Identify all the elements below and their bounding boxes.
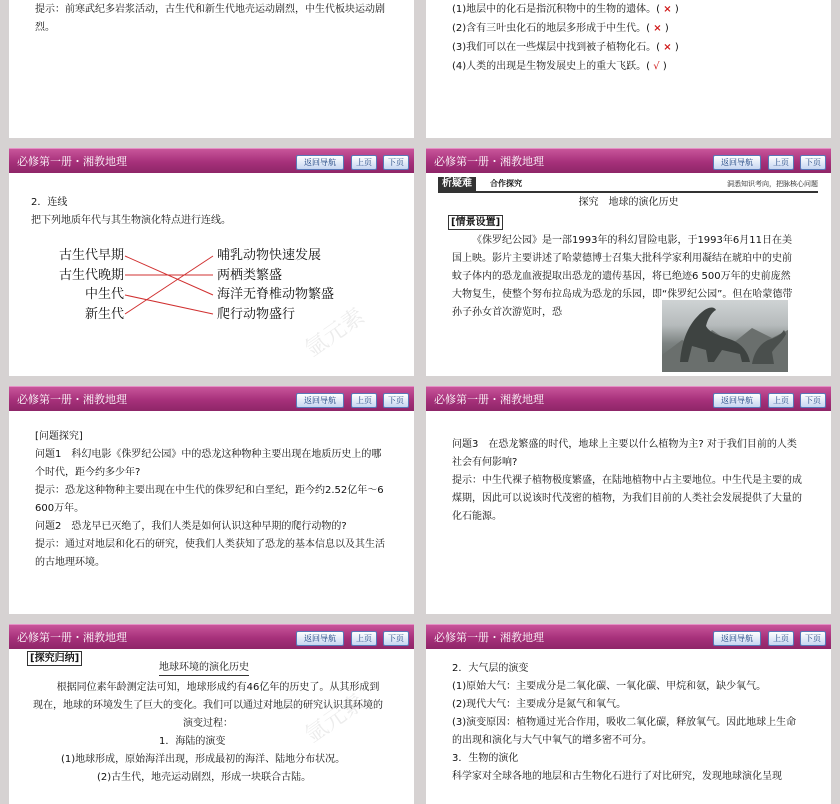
question-block bbox=[452, 436, 802, 526]
right-item: 爬行动物盛行 bbox=[217, 306, 296, 322]
summary-tag-label: [探究归纳] bbox=[27, 651, 82, 666]
back-to-nav-button[interactable]: 返回导航 bbox=[713, 393, 761, 408]
judgment-item bbox=[452, 19, 812, 38]
slide-6 bbox=[426, 386, 831, 614]
section-badge-sub: 合作探究 bbox=[490, 179, 522, 188]
left-item: 古生代晚期 bbox=[59, 267, 125, 283]
summary-line: (2)古生代，地壳运动剧烈，形成一块联合古陆。 bbox=[97, 772, 312, 783]
section-heading: 2．连线 bbox=[31, 197, 68, 208]
right-item: 海洋无脊椎动物繁盛 bbox=[217, 287, 335, 302]
next-page-button[interactable]: 下页 bbox=[800, 631, 826, 646]
slide-header bbox=[9, 148, 414, 173]
scenario-paragraph: 《侏罗纪公园》是一部1993年的科幻冒险电影，于1993年6月11日在美国上映。影片主要讲述了哈蒙德博士召集大批科学家利用凝结在琥珀中的史前蚊子体内的恐龙血液提取出恐龙的遗传基因，将已绝迹6 500万年的史前庞然大物复生，使整个努布拉岛成为恐龙的乐园，即“侏罗纪公园”。但在哈蒙德带孙子孙女首次游览时，恐 bbox=[452, 235, 793, 318]
scenario-tag bbox=[448, 214, 503, 232]
summary-line: (2)现代大气：主要成分是氮气和氧气。 bbox=[452, 699, 627, 710]
summary-paragraph: 根据同位素年龄测定法可知，地球形成约有46亿年的历史了。从其形成到现在，地球的环境发生了巨大的变化。我们可以通过对地层的研究认识其环境的演变过程： bbox=[33, 682, 383, 729]
section-tag: [问题探究] bbox=[35, 431, 83, 442]
slide-3 bbox=[9, 148, 414, 376]
prev-page-button[interactable]: 上页 bbox=[768, 631, 794, 646]
judgment-item bbox=[452, 0, 812, 19]
summary-block bbox=[452, 660, 802, 786]
section-badge: 析疑难 bbox=[438, 177, 476, 191]
inquiry-title: 探究 地球的演化历史 bbox=[578, 197, 679, 208]
paren-close: ) bbox=[674, 4, 679, 15]
slide-header bbox=[426, 386, 831, 411]
summary-line: (3)演变原因：植物通过光合作用，吸收二氧化碳，释放氧气。因此地球上生命的出现和演化与大气中氧气的增多密不可分。 bbox=[452, 717, 797, 746]
judgment-item bbox=[452, 38, 812, 57]
matching-exercise bbox=[59, 246, 349, 328]
question-text: 问题2 恐龙早已灭绝了，我们人类是如何认识这种早期的爬行动物的? bbox=[35, 521, 347, 532]
hint-text: 提示：前寒武纪多岩浆活动，古生代和新生代地壳运动剧烈，中生代板块运动剧烈。 bbox=[35, 4, 385, 33]
back-to-nav-button[interactable]: 返回导航 bbox=[296, 155, 344, 170]
slide-8 bbox=[426, 624, 831, 804]
back-to-nav-button[interactable]: 返回导航 bbox=[713, 155, 761, 170]
prev-page-button[interactable]: 上页 bbox=[351, 155, 377, 170]
hint-text: 提示：中生代裸子植物极度繁盛，在陆地植物中占主要地位。中生代是主要的成煤期，因此可以说该时代茂密的植物，为我们目前的人类社会发展提供了大量的化石能源。 bbox=[452, 475, 802, 522]
judgment-text: (2)含有三叶虫化石的地层多形成于中生代。( bbox=[452, 23, 651, 34]
prev-page-button[interactable]: 上页 bbox=[351, 631, 377, 646]
check-mark-icon: √ bbox=[653, 61, 660, 72]
slide-7 bbox=[9, 624, 414, 804]
course-title: 必修第一册・湘教地理 bbox=[434, 393, 544, 406]
question-text: 问题1 科幻电影《侏罗纪公园》中的恐龙这种物种主要出现在地质历史上的哪个时代，距今约多少年? bbox=[35, 449, 382, 478]
back-to-nav-button[interactable]: 返回导航 bbox=[296, 631, 344, 646]
slide-5 bbox=[9, 386, 414, 614]
prev-page-button[interactable]: 上页 bbox=[768, 155, 794, 170]
subheading: 2．大气层的演变 bbox=[452, 663, 529, 674]
summary-line: 科学家对全球各地的地层和古生物化石进行了对比研究，发现地球演化呈现 bbox=[452, 771, 782, 782]
course-title: 必修第一册・湘教地理 bbox=[434, 155, 544, 168]
right-item: 两栖类繁盛 bbox=[217, 267, 283, 283]
course-title: 必修第一册・湘教地理 bbox=[17, 393, 127, 406]
strip-note: 洞悉知识考向，把脉核心问题 bbox=[727, 180, 818, 188]
judgment-text: (3)我们可以在一些煤层中找到被子植物化石。( bbox=[452, 42, 661, 53]
paren-close: ) bbox=[662, 61, 667, 72]
subheading: 3．生物的演化 bbox=[452, 753, 519, 764]
next-page-button[interactable]: 下页 bbox=[383, 631, 409, 646]
question-text: 问题3 在恐龙繁盛的时代，地球上主要以什么植物为主? 对于我们目前的人类社会有何影响? bbox=[452, 439, 797, 468]
left-item: 古生代早期 bbox=[59, 248, 125, 263]
watermark: 氩元素 bbox=[300, 303, 370, 363]
summary-line: (1)原始大气：主要成分是二氧化碳、一氧化碳、甲烷和氨，缺少氧气。 bbox=[452, 681, 767, 692]
dinosaur-silhouette-icon bbox=[662, 300, 788, 372]
judgment-text: (1)地层中的化石是指沉积物中的生物的遗体。( bbox=[452, 4, 661, 15]
judgment-list bbox=[452, 0, 812, 76]
slide-2 bbox=[426, 0, 831, 138]
prev-page-button[interactable]: 上页 bbox=[351, 393, 377, 408]
course-title: 必修第一册・湘教地理 bbox=[17, 631, 127, 644]
left-item: 新生代 bbox=[85, 306, 125, 322]
prev-page-button[interactable]: 上页 bbox=[768, 393, 794, 408]
summary-tag bbox=[27, 650, 82, 668]
next-page-button[interactable]: 下页 bbox=[383, 155, 409, 170]
course-title: 必修第一册・湘教地理 bbox=[434, 631, 544, 644]
judgment-text: (4)人类的出现是生物发展史上的重大飞跃。( bbox=[452, 61, 651, 72]
right-item: 哺乳动物快速发展 bbox=[217, 248, 322, 263]
back-to-nav-button[interactable]: 返回导航 bbox=[713, 631, 761, 646]
wrong-mark-icon: × bbox=[663, 42, 672, 53]
course-title: 必修第一册・湘教地理 bbox=[17, 155, 127, 168]
hint-text: 提示：通过对地层和化石的研究，使我们人类获知了恐龙的基本信息以及其生活的古地理环境。 bbox=[35, 539, 385, 568]
section-strip bbox=[438, 177, 818, 193]
slide-header bbox=[9, 386, 414, 411]
connect-line bbox=[125, 295, 213, 314]
back-to-nav-button[interactable]: 返回导航 bbox=[296, 393, 344, 408]
slide-1 bbox=[9, 0, 414, 138]
watermark: 氩元素 bbox=[300, 689, 370, 749]
wrong-mark-icon: × bbox=[653, 23, 662, 34]
next-page-button[interactable]: 下页 bbox=[800, 155, 826, 170]
slide-header bbox=[426, 624, 831, 649]
slide-4 bbox=[426, 148, 831, 376]
summary-title: 地球环境的演化历史 bbox=[159, 661, 249, 676]
subheading: 1．海陆的演变 bbox=[159, 736, 226, 747]
slide-header bbox=[426, 148, 831, 173]
next-page-button[interactable]: 下页 bbox=[800, 393, 826, 408]
left-item: 中生代 bbox=[85, 287, 125, 302]
scenario-tag-label: [情景设置] bbox=[448, 215, 503, 230]
connection-lines bbox=[123, 246, 223, 328]
next-page-button[interactable]: 下页 bbox=[383, 393, 409, 408]
paren-close: ) bbox=[674, 42, 679, 53]
summary-line: (1)地球形成，原始海洋出现，形成最初的海洋、陆地分布状况。 bbox=[61, 754, 346, 765]
instruction-text: 把下列地质年代与其生物演化特点进行连线。 bbox=[31, 215, 231, 226]
paren-close: ) bbox=[664, 23, 669, 34]
wrong-mark-icon: × bbox=[663, 4, 672, 15]
dinosaur-image bbox=[662, 300, 788, 372]
judgment-item bbox=[452, 57, 812, 76]
slide-header bbox=[9, 624, 414, 649]
question-block bbox=[35, 428, 385, 572]
hint-text: 提示：恐龙这种物种主要出现在中生代的侏罗纪和白垩纪，距今约2.52亿年～6 600万年。 bbox=[35, 485, 384, 514]
connect-line bbox=[125, 256, 213, 314]
